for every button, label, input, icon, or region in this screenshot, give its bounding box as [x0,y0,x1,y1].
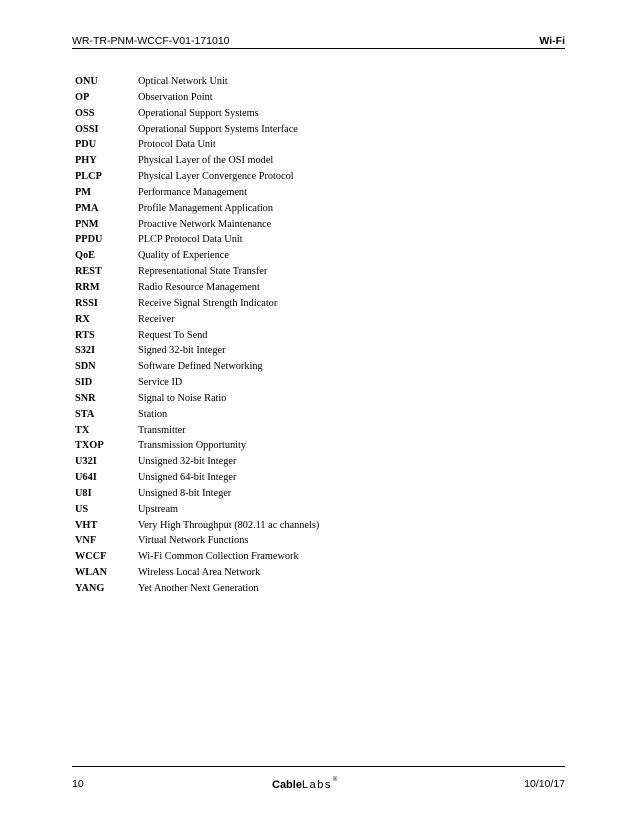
abbreviation-row [75,423,555,439]
abbreviation-definition: Quality of Experience [138,250,229,262]
abbreviation-row [75,296,555,312]
abbreviation-term: PPDU [75,234,103,246]
abbreviation-term: PDU [75,139,97,151]
abbreviation-row [75,185,555,201]
abbreviation-definition: PLCP Protocol Data Unit [138,234,243,246]
abbreviation-term: SID [75,377,93,389]
abbreviation-row [75,137,555,153]
abbreviation-term: YANG [75,583,105,594]
abbreviation-term: VHT [75,519,98,531]
abbreviation-term: ONU [75,76,98,87]
page-header [72,24,565,49]
abbreviation-definition: Proactive Network Maintenance [138,218,272,230]
abbreviation-term: OP [75,91,90,103]
abbreviation-definition: Unsigned 64-bit Integer [138,472,237,484]
abbreviation-term: RRM [75,281,100,293]
abbreviation-definition: Receive Signal Strength Indicator [138,297,278,309]
abbreviation-definition: Radio Resource Management [138,281,260,293]
abbreviation-term: QoE [75,250,96,262]
abbreviation-definition: Yet Another Next Generation [138,583,259,594]
abbreviation-term: OSSI [75,123,99,135]
abbreviation-row [75,518,555,534]
abbreviation-row [75,264,555,280]
document-id: WR-TR-PNM-WCCF-V01-171010 [72,35,230,47]
abbreviation-row [75,169,555,185]
abbreviation-definition: Wi-Fi Common Collection Framework [138,551,299,563]
cablelabs-logo [272,777,337,791]
abbreviation-definition: Physical Layer Convergence Protocol [138,171,294,183]
abbreviation-definition: Performance Management [138,186,247,198]
abbreviation-definition: Profile Management Application [138,202,273,214]
abbreviation-definition: Unsigned 8-bit Integer [138,487,232,499]
document-topic: Wi-Fi [539,35,565,47]
abbreviation-definition: Signal to Noise Ratio [138,392,227,404]
abbreviation-term: U32I [75,456,97,468]
logo-word-labs: Labs [301,779,332,791]
abbreviation-term: TX [75,424,90,436]
logo-word-cable: Cable [272,779,302,791]
abbreviation-row [75,391,555,407]
abbreviation-definition: Unsigned 32-bit Integer [138,456,237,468]
abbreviation-term: S32I [75,345,96,357]
abbreviation-definition: Station [138,408,168,420]
abbreviation-row [75,470,555,486]
abbreviation-definition: Representational State Transfer [138,266,268,278]
abbreviation-term: WCCF [75,551,107,563]
abbreviation-definition: Service ID [138,377,183,389]
abbreviation-term: STA [75,408,95,420]
abbreviation-row [75,106,555,122]
abbreviation-term: U8I [75,487,92,499]
abbreviation-row [75,454,555,470]
abbreviation-row [75,153,555,169]
abbreviation-term: PMA [75,202,99,214]
abbreviation-row [75,581,555,597]
page-footer [72,766,565,797]
abbreviation-definition: Upstream [138,503,179,515]
abbreviation-term: PM [75,186,92,198]
abbreviation-row [75,328,555,344]
abbreviation-definition: Transmitter [138,424,186,436]
abbreviation-term: U64I [75,472,97,484]
abbreviation-definition: Software Defined Networking [138,361,263,373]
abbreviation-definition: Physical Layer of the OSI model [138,155,274,167]
abbreviation-row [75,232,555,248]
abbreviation-term: US [75,503,89,515]
abbreviation-definition: Transmission Opportunity [138,440,247,452]
abbreviation-row [75,565,555,581]
abbreviation-term: PLCP [75,171,102,183]
abbreviation-term: RSSI [75,297,98,309]
abbreviations-list [75,74,555,597]
abbreviation-definition: Observation Point [138,91,213,103]
abbreviation-definition: Operational Support Systems [138,107,259,119]
abbreviation-row [75,343,555,359]
abbreviation-row [75,312,555,328]
abbreviation-row [75,122,555,138]
abbreviation-definition: Receiver [138,313,175,325]
abbreviation-definition: Optical Network Unit [138,76,228,87]
abbreviation-term: OSS [75,107,95,119]
abbreviation-row [75,201,555,217]
abbreviation-term: TXOP [75,440,104,452]
abbreviation-definition: Virtual Network Functions [138,535,249,547]
abbreviation-row [75,217,555,233]
abbreviation-row [75,438,555,454]
abbreviation-row [75,74,555,90]
footer-date: 10/10/17 [524,778,565,790]
page-number: 10 [72,778,84,790]
abbreviation-definition: Signed 32-bit Integer [138,345,226,357]
registered-mark: ® [332,777,338,783]
abbreviation-definition: Protocol Data Unit [138,139,216,151]
abbreviation-row [75,407,555,423]
abbreviation-definition: Operational Support Systems Interface [138,123,298,135]
abbreviation-term: REST [75,266,102,278]
abbreviation-term: VNF [75,535,97,547]
abbreviation-term: RTS [75,329,95,341]
abbreviation-term: SNR [75,392,96,404]
abbreviation-row [75,486,555,502]
abbreviation-term: PHY [75,155,97,167]
abbreviation-term: WLAN [75,567,108,579]
abbreviation-row [75,549,555,565]
abbreviation-row [75,248,555,264]
abbreviation-row [75,375,555,391]
abbreviation-definition: Wireless Local Area Network [138,567,261,579]
abbreviation-row [75,90,555,106]
abbreviation-row [75,533,555,549]
abbreviation-row [75,359,555,375]
abbreviation-row [75,280,555,296]
abbreviation-term: PNM [75,218,99,230]
abbreviation-definition: Request To Send [138,329,208,341]
abbreviation-term: SDN [75,361,96,373]
abbreviation-term: RX [75,313,90,325]
abbreviation-row [75,502,555,518]
abbreviation-definition: Very High Throughput (802.11 ac channels) [138,519,320,531]
